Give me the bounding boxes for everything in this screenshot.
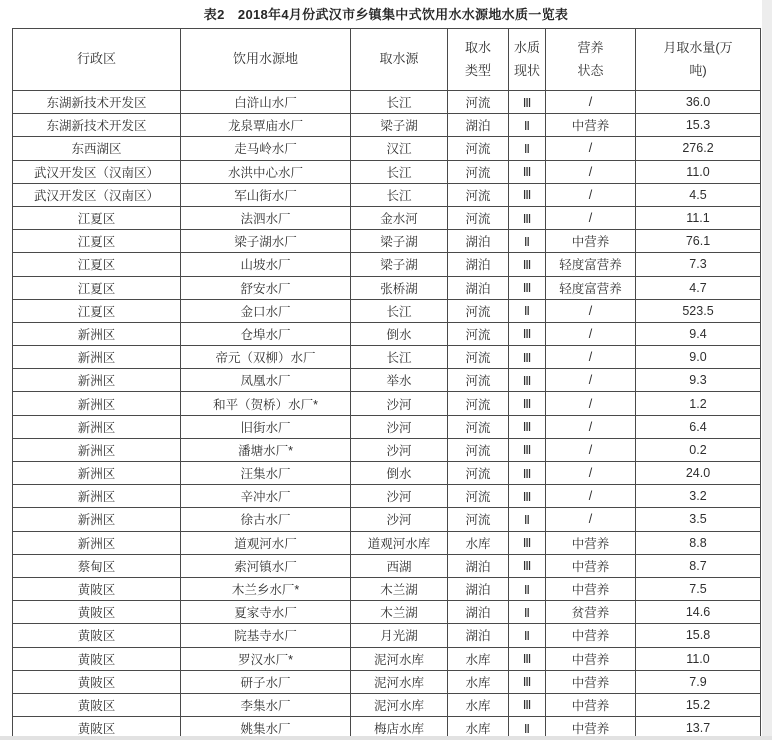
cell-plant: 凤凰水厂 (181, 369, 351, 392)
cell-district: 江夏区 (13, 230, 181, 253)
cell-nutrition: 轻度富营养 (546, 253, 636, 276)
cell-quality: Ⅲ (509, 531, 546, 554)
cell-district: 新洲区 (13, 392, 181, 415)
cell-volume: 14.6 (636, 601, 761, 624)
cell-district: 黄陂区 (13, 624, 181, 647)
table-body (13, 91, 761, 740)
cell-source: 举水 (351, 369, 448, 392)
cell-nutrition: 中营养 (546, 554, 636, 577)
cell-volume: 11.0 (636, 160, 761, 183)
cell-quality: Ⅲ (509, 415, 546, 438)
cell-nutrition: / (546, 206, 636, 229)
cell-volume: 36.0 (636, 91, 761, 114)
cell-plant: 汪集水厂 (181, 462, 351, 485)
table-row (13, 670, 761, 693)
table-row (13, 508, 761, 531)
cell-source: 金水河 (351, 206, 448, 229)
table-row (13, 577, 761, 600)
cell-nutrition: / (546, 160, 636, 183)
cell-quality: Ⅲ (509, 160, 546, 183)
cell-intake-type: 河流 (448, 508, 509, 531)
cell-volume: 9.4 (636, 322, 761, 345)
cell-district: 新洲区 (13, 531, 181, 554)
cell-district: 武汉开发区（汉南区） (13, 183, 181, 206)
cell-district: 江夏区 (13, 206, 181, 229)
cell-volume: 76.1 (636, 230, 761, 253)
cell-district: 武汉开发区（汉南区） (13, 160, 181, 183)
water-quality-table (12, 28, 761, 740)
cell-volume: 7.9 (636, 670, 761, 693)
cell-nutrition: 中营养 (546, 531, 636, 554)
col-header-district: 行政区 (13, 29, 181, 91)
cell-quality: Ⅲ (509, 554, 546, 577)
cell-intake-type: 湖泊 (448, 276, 509, 299)
table-row (13, 462, 761, 485)
cell-quality: Ⅲ (509, 91, 546, 114)
cell-source: 倒水 (351, 322, 448, 345)
cell-volume: 13.7 (636, 717, 761, 740)
cell-plant: 道观河水厂 (181, 531, 351, 554)
cell-volume: 6.4 (636, 415, 761, 438)
cell-quality: Ⅱ (509, 601, 546, 624)
cell-quality: Ⅲ (509, 647, 546, 670)
cell-quality: Ⅲ (509, 693, 546, 716)
cell-nutrition: / (546, 462, 636, 485)
table-row (13, 693, 761, 716)
cell-plant: 山坡水厂 (181, 253, 351, 276)
cell-district: 黄陂区 (13, 647, 181, 670)
cell-district: 江夏区 (13, 253, 181, 276)
cell-intake-type: 湖泊 (448, 114, 509, 137)
cell-intake-type: 水库 (448, 647, 509, 670)
cell-volume: 9.3 (636, 369, 761, 392)
cell-volume: 24.0 (636, 462, 761, 485)
cell-volume: 523.5 (636, 299, 761, 322)
cell-intake-type: 湖泊 (448, 554, 509, 577)
cell-source: 沙河 (351, 392, 448, 415)
cell-source: 长江 (351, 160, 448, 183)
table-row (13, 230, 761, 253)
col-header-plant: 饮用水源地 (181, 29, 351, 91)
table-row (13, 137, 761, 160)
cell-volume: 15.2 (636, 693, 761, 716)
cell-volume: 15.8 (636, 624, 761, 647)
cell-intake-type: 河流 (448, 462, 509, 485)
cell-district: 新洲区 (13, 415, 181, 438)
cell-intake-type: 河流 (448, 415, 509, 438)
table-row (13, 647, 761, 670)
cell-plant: 和平（贺桥）水厂* (181, 392, 351, 415)
cell-district: 黄陂区 (13, 670, 181, 693)
cell-district: 江夏区 (13, 276, 181, 299)
table-row (13, 276, 761, 299)
cell-nutrition: 中营养 (546, 114, 636, 137)
cell-quality: Ⅲ (509, 670, 546, 693)
table-row (13, 601, 761, 624)
table-header (13, 29, 761, 91)
cell-plant: 旧街水厂 (181, 415, 351, 438)
cell-source: 梁子湖 (351, 253, 448, 276)
cell-quality: Ⅲ (509, 276, 546, 299)
cell-district: 新洲区 (13, 322, 181, 345)
cell-volume: 15.3 (636, 114, 761, 137)
cell-volume: 0.2 (636, 438, 761, 461)
cell-volume: 3.5 (636, 508, 761, 531)
cell-source: 梅店水库 (351, 717, 448, 740)
cell-quality: Ⅲ (509, 485, 546, 508)
cell-nutrition: 中营养 (546, 693, 636, 716)
cell-quality: Ⅱ (509, 299, 546, 322)
cell-intake-type: 河流 (448, 160, 509, 183)
cell-source: 张桥湖 (351, 276, 448, 299)
cell-plant: 仓埠水厂 (181, 322, 351, 345)
cell-intake-type: 河流 (448, 137, 509, 160)
cell-plant: 罗汉水厂* (181, 647, 351, 670)
cell-source: 梁子湖 (351, 114, 448, 137)
cell-quality: Ⅲ (509, 392, 546, 415)
table-row (13, 554, 761, 577)
header-row (13, 29, 761, 91)
cell-intake-type: 水库 (448, 531, 509, 554)
cell-intake-type: 河流 (448, 438, 509, 461)
cell-nutrition: 中营养 (546, 577, 636, 600)
cell-source: 道观河水库 (351, 531, 448, 554)
table-row (13, 415, 761, 438)
cell-intake-type: 湖泊 (448, 577, 509, 600)
cell-district: 东西湖区 (13, 137, 181, 160)
cell-quality: Ⅱ (509, 230, 546, 253)
cell-intake-type: 河流 (448, 485, 509, 508)
cell-intake-type: 河流 (448, 346, 509, 369)
table-row (13, 369, 761, 392)
page-edge-bottom (0, 736, 772, 740)
cell-plant: 木兰乡水厂* (181, 577, 351, 600)
cell-plant: 舒安水厂 (181, 276, 351, 299)
cell-quality: Ⅲ (509, 438, 546, 461)
cell-plant: 龙泉覃庙水厂 (181, 114, 351, 137)
table-row (13, 485, 761, 508)
table-row (13, 114, 761, 137)
cell-nutrition: / (546, 183, 636, 206)
col-header-volume: 月取水量(万吨) (636, 29, 761, 91)
cell-intake-type: 湖泊 (448, 624, 509, 647)
cell-intake-type: 湖泊 (448, 601, 509, 624)
cell-quality: Ⅱ (509, 717, 546, 740)
cell-quality: Ⅱ (509, 114, 546, 137)
cell-quality: Ⅱ (509, 577, 546, 600)
cell-source: 木兰湖 (351, 577, 448, 600)
cell-nutrition: 轻度富营养 (546, 276, 636, 299)
cell-district: 东湖新技术开发区 (13, 91, 181, 114)
table-row (13, 160, 761, 183)
cell-volume: 3.2 (636, 485, 761, 508)
cell-quality: Ⅲ (509, 346, 546, 369)
cell-plant: 梁子湖水厂 (181, 230, 351, 253)
cell-volume: 8.8 (636, 531, 761, 554)
cell-intake-type: 湖泊 (448, 230, 509, 253)
table-row (13, 206, 761, 229)
cell-volume: 276.2 (636, 137, 761, 160)
cell-volume: 4.7 (636, 276, 761, 299)
cell-nutrition: / (546, 346, 636, 369)
table-row (13, 624, 761, 647)
cell-source: 长江 (351, 183, 448, 206)
cell-nutrition: 贫营养 (546, 601, 636, 624)
cell-district: 新洲区 (13, 485, 181, 508)
table-row (13, 322, 761, 345)
cell-volume: 4.5 (636, 183, 761, 206)
page-edge-right (762, 0, 772, 740)
table-row (13, 91, 761, 114)
cell-quality: Ⅱ (509, 624, 546, 647)
cell-source: 月光湖 (351, 624, 448, 647)
cell-volume: 9.0 (636, 346, 761, 369)
col-header-quality: 水质现状 (509, 29, 546, 91)
cell-intake-type: 水库 (448, 693, 509, 716)
cell-district: 新洲区 (13, 508, 181, 531)
cell-district: 蔡甸区 (13, 554, 181, 577)
col-header-source: 取水源 (351, 29, 448, 91)
cell-nutrition: / (546, 438, 636, 461)
cell-plant: 院基寺水厂 (181, 624, 351, 647)
table-row (13, 438, 761, 461)
cell-district: 新洲区 (13, 438, 181, 461)
cell-source: 沙河 (351, 415, 448, 438)
cell-source: 泥河水库 (351, 647, 448, 670)
cell-source: 木兰湖 (351, 601, 448, 624)
cell-intake-type: 河流 (448, 369, 509, 392)
cell-plant: 水洪中心水厂 (181, 160, 351, 183)
cell-nutrition: / (546, 485, 636, 508)
cell-nutrition: 中营养 (546, 670, 636, 693)
cell-source: 沙河 (351, 508, 448, 531)
cell-nutrition: / (546, 415, 636, 438)
cell-volume: 1.2 (636, 392, 761, 415)
cell-plant: 李集水厂 (181, 693, 351, 716)
cell-quality: Ⅲ (509, 462, 546, 485)
cell-nutrition: 中营养 (546, 717, 636, 740)
cell-source: 汉江 (351, 137, 448, 160)
table-row (13, 392, 761, 415)
cell-source: 倒水 (351, 462, 448, 485)
table-row (13, 299, 761, 322)
cell-plant: 帝元（双柳）水厂 (181, 346, 351, 369)
cell-nutrition: / (546, 369, 636, 392)
table-row (13, 346, 761, 369)
cell-nutrition: / (546, 322, 636, 345)
cell-plant: 走马岭水厂 (181, 137, 351, 160)
cell-plant: 法泗水厂 (181, 206, 351, 229)
cell-quality: Ⅲ (509, 322, 546, 345)
cell-quality: Ⅲ (509, 253, 546, 276)
cell-source: 长江 (351, 299, 448, 322)
cell-district: 江夏区 (13, 299, 181, 322)
cell-quality: Ⅱ (509, 137, 546, 160)
cell-district: 黄陂区 (13, 717, 181, 740)
cell-nutrition: 中营养 (546, 624, 636, 647)
cell-volume: 11.0 (636, 647, 761, 670)
cell-quality: Ⅱ (509, 508, 546, 531)
cell-volume: 7.3 (636, 253, 761, 276)
cell-district: 新洲区 (13, 346, 181, 369)
cell-district: 黄陂区 (13, 693, 181, 716)
cell-district: 新洲区 (13, 369, 181, 392)
cell-plant: 姚集水厂 (181, 717, 351, 740)
cell-district: 新洲区 (13, 462, 181, 485)
cell-intake-type: 河流 (448, 206, 509, 229)
cell-source: 沙河 (351, 485, 448, 508)
cell-intake-type: 河流 (448, 322, 509, 345)
cell-source: 泥河水库 (351, 670, 448, 693)
cell-intake-type: 河流 (448, 299, 509, 322)
cell-plant: 金口水厂 (181, 299, 351, 322)
cell-quality: Ⅲ (509, 183, 546, 206)
cell-volume: 8.7 (636, 554, 761, 577)
cell-plant: 索河镇水厂 (181, 554, 351, 577)
cell-quality: Ⅲ (509, 206, 546, 229)
cell-source: 泥河水库 (351, 693, 448, 716)
table-row (13, 531, 761, 554)
cell-nutrition: 中营养 (546, 230, 636, 253)
cell-source: 沙河 (351, 438, 448, 461)
cell-plant: 徐古水厂 (181, 508, 351, 531)
cell-intake-type: 水库 (448, 670, 509, 693)
cell-plant: 潘塘水厂* (181, 438, 351, 461)
cell-plant: 辛冲水厂 (181, 485, 351, 508)
cell-plant: 研子水厂 (181, 670, 351, 693)
cell-intake-type: 水库 (448, 717, 509, 740)
cell-volume: 7.5 (636, 577, 761, 600)
cell-nutrition: 中营养 (546, 647, 636, 670)
page-title: 表2 2018年4月份武汉市乡镇集中式饮用水水源地水质一览表 (203, 7, 569, 22)
cell-intake-type: 河流 (448, 183, 509, 206)
cell-district: 东湖新技术开发区 (13, 114, 181, 137)
cell-source: 长江 (351, 346, 448, 369)
cell-nutrition: / (546, 392, 636, 415)
cell-intake-type: 湖泊 (448, 253, 509, 276)
cell-volume: 11.1 (636, 206, 761, 229)
cell-nutrition: / (546, 137, 636, 160)
cell-plant: 夏家寺水厂 (181, 601, 351, 624)
cell-district: 黄陂区 (13, 601, 181, 624)
table-row (13, 183, 761, 206)
col-header-intake-type: 取水类型 (448, 29, 509, 91)
cell-nutrition: / (546, 91, 636, 114)
cell-nutrition: / (546, 299, 636, 322)
cell-source: 西湖 (351, 554, 448, 577)
cell-plant: 军山街水厂 (181, 183, 351, 206)
cell-district: 黄陂区 (13, 577, 181, 600)
cell-intake-type: 河流 (448, 392, 509, 415)
table-row (13, 253, 761, 276)
cell-source: 梁子湖 (351, 230, 448, 253)
cell-intake-type: 河流 (448, 91, 509, 114)
cell-nutrition: / (546, 508, 636, 531)
cell-source: 长江 (351, 91, 448, 114)
cell-quality: Ⅲ (509, 369, 546, 392)
col-header-nutrition: 营养状态 (546, 29, 636, 91)
cell-plant: 白浒山水厂 (181, 91, 351, 114)
